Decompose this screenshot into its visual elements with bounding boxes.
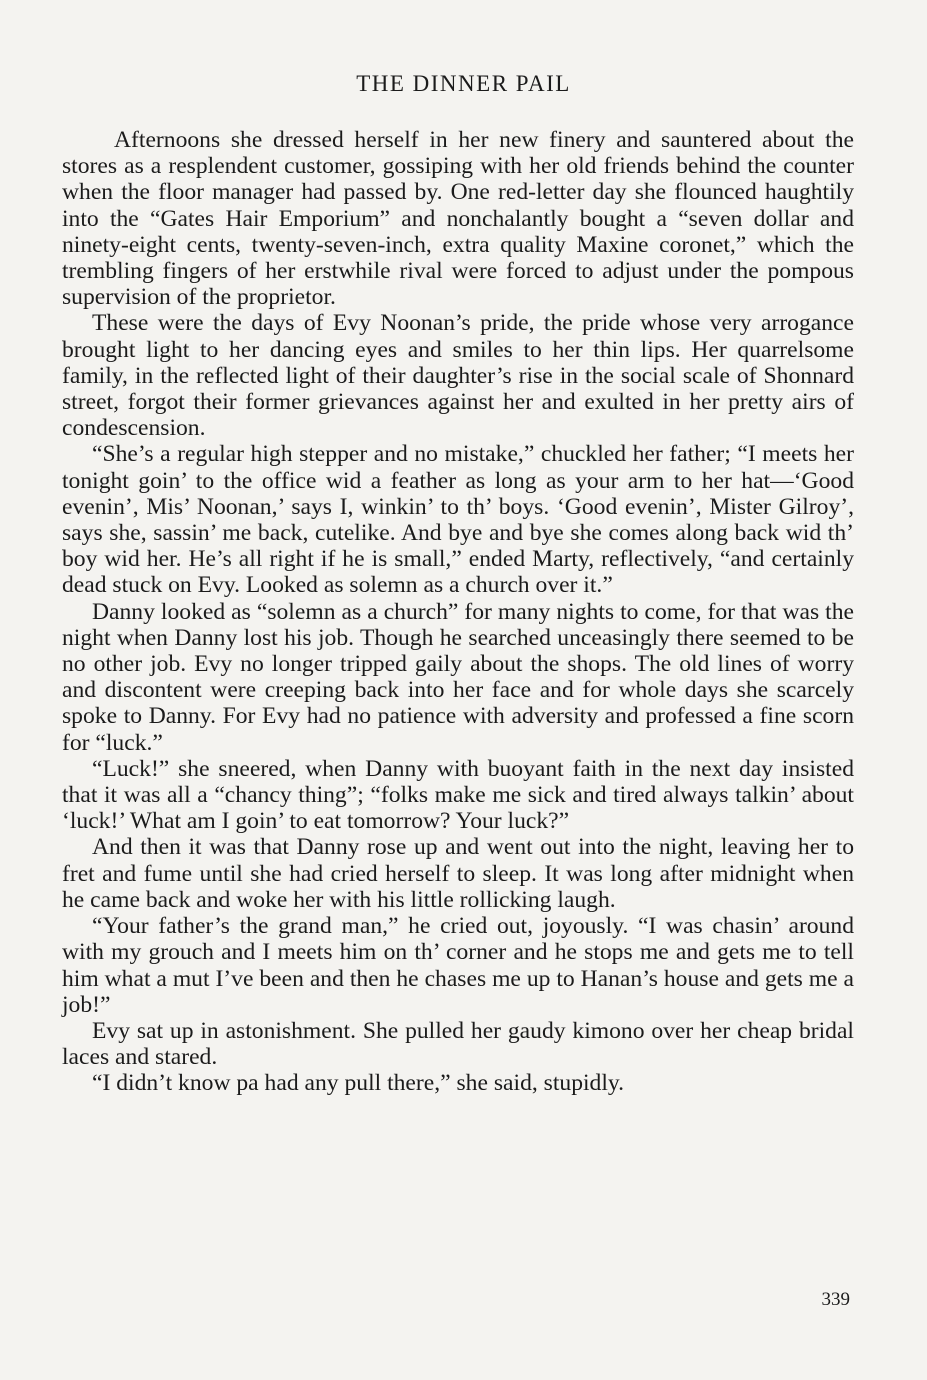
- paragraph: “Luck!” she sneered, when Danny with buoyant faith in the next day insisted that it was all a “chancy thing”; “folks make me sick and tired always talkin’ about ‘luck!’ What am I goin’ to eat tomorrow? Your luck?”: [62, 755, 854, 835]
- paragraph: “Your father’s the grand man,” he cried out, joyously. “I was chasin’ around with my grouch and I meets him on th’ corner and he stops me and gets me to tell him what a mut I’ve been and then he chases me up to Hanan’s house and gets me a job!”: [62, 913, 854, 1018]
- paragraph: These were the days of Evy Noonan’s pride, the pride whose very arrogance brought light to her dancing eyes and smiles to her thin lips. Her quarrelsome family, in the reflected light of their daughter’s rise in the social scale of Shonnard street, forgot their former grievances against her and exulted in her pretty airs of condescension.: [62, 310, 854, 442]
- paragraph: Danny looked as “solemn as a church” for many nights to come, for that was the night when Danny lost his job. Though he searched unceasingly there seemed to be no other job. Evy no longer tripped gaily about the shops. The old lines of worry and discontent were creeping back into her face and for whole days she scarcely spoke to Danny. For Evy had no patience with adversity and professed a fine scorn for “luck.”: [62, 598, 854, 756]
- paragraph: “I didn’t know pa had any pull there,” she said, stupidly.: [92, 1070, 625, 1097]
- paragraph: “She’s a regular high stepper and no mistake,” chuckled her father; “I meets her tonight goin’ to the office wid a feather as long as your arm to her hat—‘Good evenin’, Mis’ Noonan,’ says I, winkin’ to th’ boys. ‘Good evenin’, Mister Gilroy’, says she, sassin’ me back, cutelike. And bye and bye she comes along back wid th’ boy wid her. He’s all right if he is small,” ended Marty, reflectively, “and certainly dead stuck on Evy. Looked as solemn as a church over it.”: [62, 441, 854, 599]
- paragraph: And then it was that Danny rose up and went out into the night, leaving her to fret and fume until she had cried herself to sleep. It was long after midnight when he came back and woke her with his little rollicking laugh.: [62, 834, 854, 913]
- running-head: THE DINNER PAIL: [356, 71, 571, 96]
- body-text: [62, 127, 854, 1097]
- paragraph: Afternoons she dressed herself in her new finery and sauntered about the stores as a resplendent customer, gossiping with her old friends behind the counter when the floor manager had passed by. One red-letter day she flounced haughtily into the “Gates Hair Emporium” and nonchalantly bought a “seven dollar and ninety-eight cents, twenty-seven-inch, extra quality Maxine coronet,” which the trembling fingers of her erstwhile rival were forced to adjust under the pompous supervision of the proprietor.: [62, 127, 854, 311]
- page-number: 339: [821, 1289, 850, 1310]
- paragraph: Evy sat up in astonishment. She pulled her gaudy kimono over her cheap bridal laces and stared.: [62, 1017, 854, 1071]
